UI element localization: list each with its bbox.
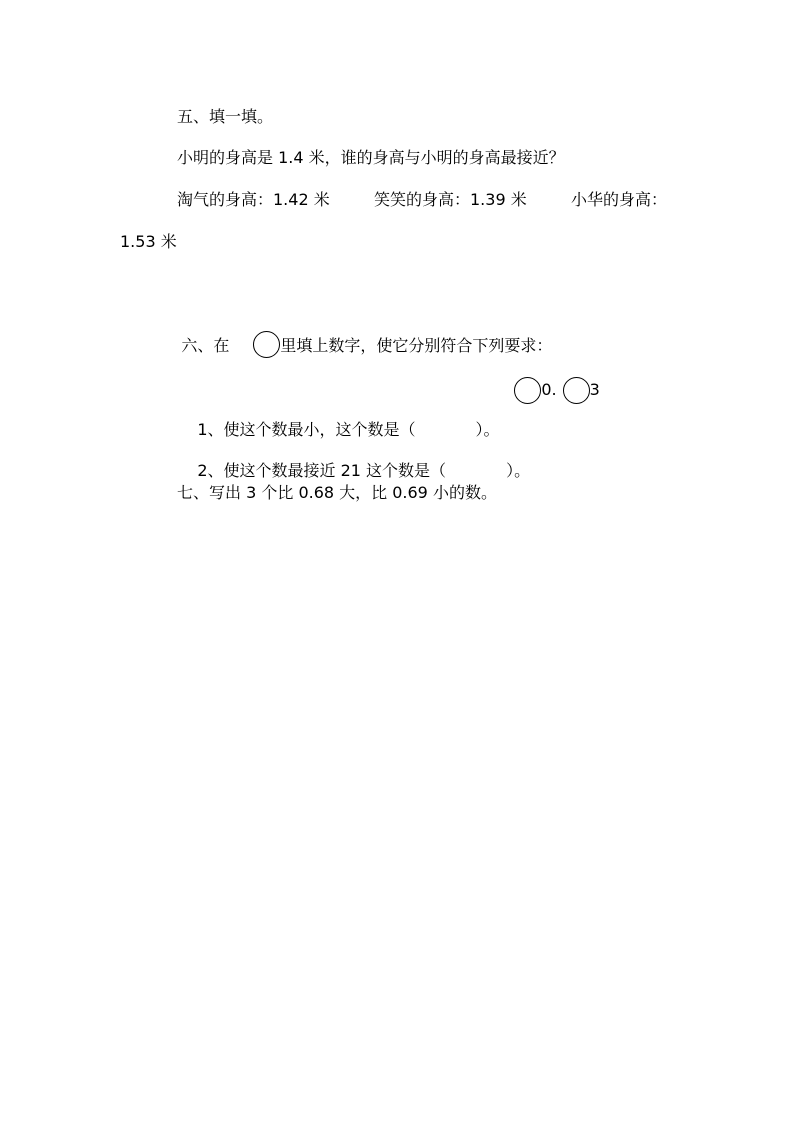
section5-question: 小明的身高是 1.4 米，谁的身高与小明的身高最接近？ bbox=[177, 148, 565, 167]
height-xiaohua-value: 1.53 米 bbox=[120, 232, 177, 251]
height-xiaohua: 小华的身高： bbox=[571, 190, 668, 209]
blank-circle-icon[interactable] bbox=[253, 331, 280, 358]
section6-intro-prefix: 六、在 bbox=[181, 336, 230, 355]
q1-text: 1、使这个数最小，这个数是（ bbox=[197, 420, 416, 439]
digit-circle-tens-icon[interactable] bbox=[514, 377, 541, 404]
section6-intro-suffix: 里填上数字，使它分别符合下列要求： bbox=[280, 336, 553, 355]
section5-heading: 五、填一填。 bbox=[177, 107, 274, 126]
q2-close: ）。 bbox=[506, 461, 531, 480]
number-end: 3 bbox=[589, 380, 600, 399]
number-middle: 0. bbox=[541, 380, 557, 399]
digit-circle-tenths-icon[interactable] bbox=[563, 377, 590, 404]
height-taoqi: 淘气的身高：1.42 米 bbox=[177, 190, 330, 209]
q2-text: 2、使这个数最接近 21 这个数是（ bbox=[197, 461, 447, 480]
section7-text: 七、写出 3 个比 0.68 大，比 0.69 小的数。 bbox=[177, 483, 497, 502]
height-xiaoxiao: 笑笑的身高：1.39 米 bbox=[374, 190, 527, 209]
q1-close: ）。 bbox=[475, 420, 500, 439]
number-template bbox=[494, 355, 600, 426]
